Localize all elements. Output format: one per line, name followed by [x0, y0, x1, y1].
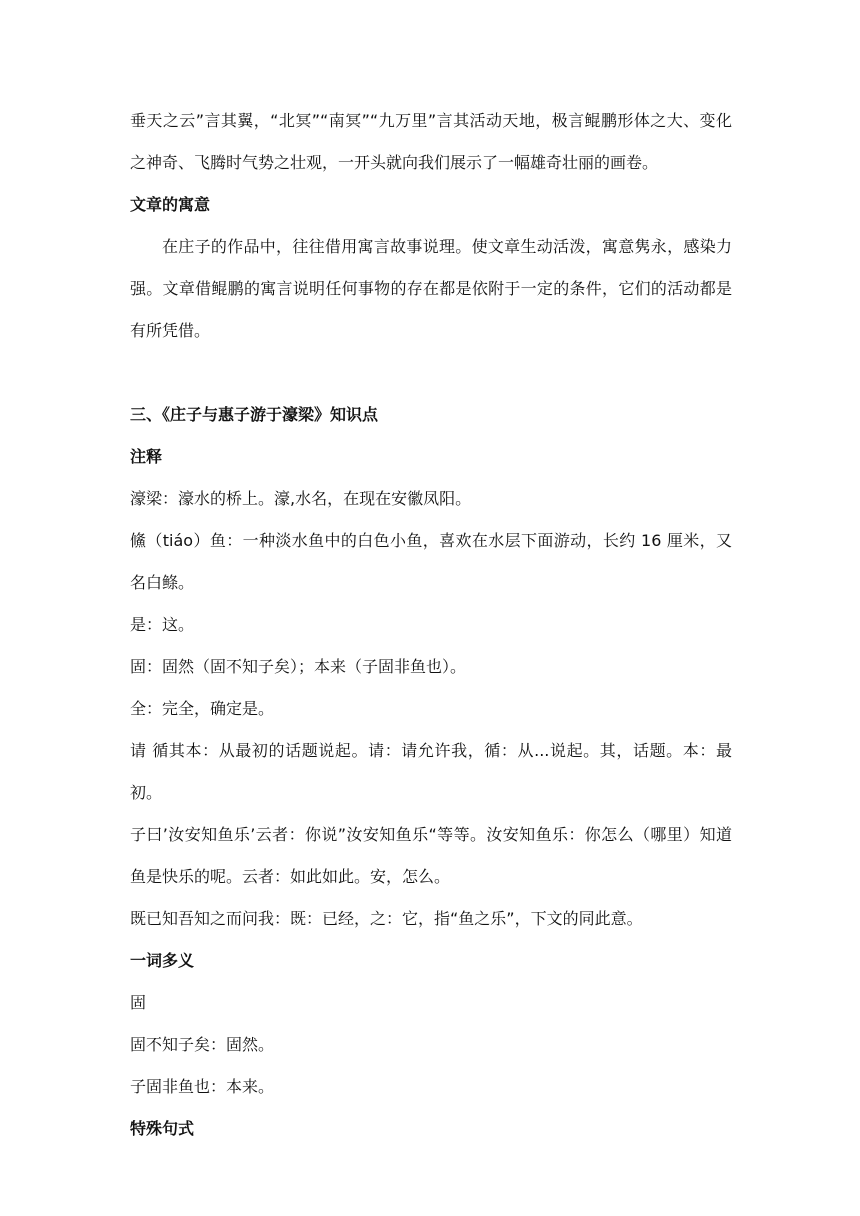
- note-item: 是：这。: [130, 615, 195, 634]
- polysemy-item: 固不知子矣：固然。: [130, 1035, 275, 1054]
- section-spacer: [130, 352, 732, 394]
- section-three-title: 三、《庄子与惠子游于濠梁》知识点: [130, 405, 379, 424]
- note-item: 既已知吾知之而问我：既：已经，之：它，指“鱼之乐”，下文的同此意。: [130, 909, 643, 928]
- note-item: 鯈（tiáo）鱼：一种淡水鱼中的白色小鱼，喜欢在水层下面游动，长约 16 厘米，又名白鲦。: [130, 531, 732, 592]
- meaning-paragraph: 在庄子的作品中，往往借用寓言故事说理。使文章生动活泼，寓意隽永，感染力强。文章借鲲鹏的寓言说明任何事物的存在都是依附于一定的条件，它们的活动都是有所凭借。: [130, 237, 732, 340]
- heading-notes: 注释: [130, 447, 163, 466]
- note-item: 固：固然（固不知子矣）；本来（子固非鱼也）。: [130, 657, 467, 676]
- note-item: 全：完全，确定是。: [130, 699, 275, 718]
- heading-syntax: 特殊句式: [130, 1119, 195, 1138]
- heading-meaning: 文章的寓意: [130, 195, 211, 214]
- polysemy-char: 固: [130, 993, 147, 1012]
- intro-paragraph: 垂天之云”言其翼，“北冥”“南冥”“九万里”言其活动天地，极言鲲鹏形体之大、变化之神奇、飞腾时气势之壮观，一开头就向我们展示了一幅雄奇壮丽的画卷。: [130, 111, 732, 172]
- note-item: 请 循其本：从最初的话题说起。请：请允许我，循：从...说起。其，话题。本：最初。: [130, 741, 732, 802]
- polysemy-item: 子固非鱼也：本来。: [130, 1077, 275, 1096]
- document-page: [130, 100, 732, 1150]
- note-item: 濠梁：濠水的桥上。濠,水名，在现在安徽凤阳。: [130, 489, 472, 508]
- heading-polysemy: 一词多义: [130, 951, 195, 970]
- note-item: 子曰’汝安知鱼乐’云者：你说”汝安知鱼乐“等等。汝安知鱼乐：你怎么（哪里）知道鱼是快乐的呢。云者：如此如此。安，怎么。: [130, 825, 732, 886]
